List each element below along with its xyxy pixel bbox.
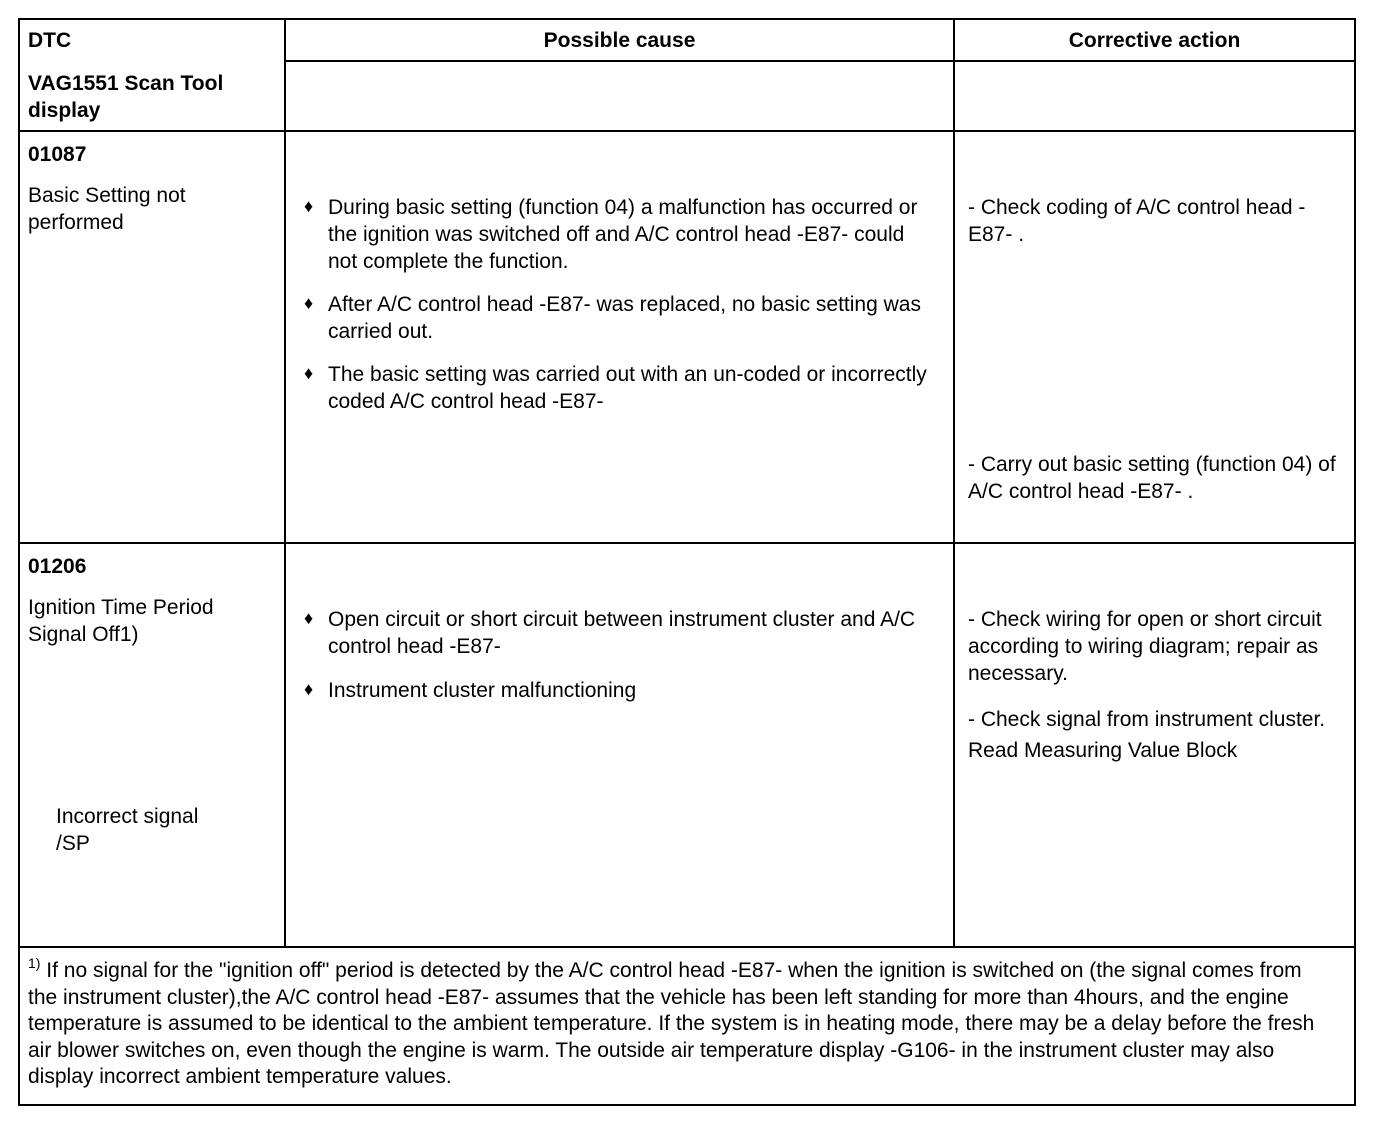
corrective-action: - Check signal from instrument cluster. Read Measuring Value Block [968, 708, 1326, 762]
dtc-description: Basic Setting not performed [28, 184, 186, 234]
footnote-marker: 1) [28, 955, 41, 971]
possible-cause-list [304, 194, 934, 431]
list-item [304, 361, 934, 415]
bullet-icon: ♦ [304, 293, 314, 313]
corrective-action: - Check coding of A/C control head -E87- . [968, 196, 1306, 246]
dtc-code: 01206 [28, 555, 87, 578]
footnote-divider [18, 946, 1356, 948]
cause-text: Instrument cluster malfunctioning [328, 679, 637, 702]
header-scan-tool: VAG1551 Scan Tool display [28, 72, 224, 122]
header-dtc: DTC [28, 29, 72, 52]
cause-text: During basic setting (function 04) a malfunction has occurred or the ignition was switched off and A/C control head -E87- could not complete the function. [328, 196, 918, 273]
row-divider [18, 542, 1356, 544]
possible-cause-list [304, 606, 934, 720]
bullet-icon: ♦ [304, 363, 314, 383]
header-divider [284, 60, 1356, 62]
dtc-code: 01087 [28, 143, 87, 166]
bullet-icon: ♦ [304, 679, 314, 699]
row-divider [18, 130, 1356, 132]
header-corrective-action: Corrective action [1068, 29, 1241, 52]
bullet-icon: ♦ [304, 196, 314, 216]
dtc-sub-description: Incorrect signal /SP [56, 805, 199, 855]
dtc-description: Ignition Time Period Signal Off1) [28, 596, 214, 646]
footnote-text: If no signal for the "ignition off" period is detected by the A/C control head -E87- when the ignition is switched on (the signal comes from the instrument cluster),the A/C control head -E87- assumes that the vehicle has been left standing for more than 4hours, and the engine temperature is assumed to be identical to the ambient temperature. If the system is in heating mode, there may be a delay before the fresh air blower switches on, even though the engine is warm. The outside air temperature display -G106- in the instrument cluster may also display incorrect ambient temperature values. [28, 959, 1315, 1088]
corrective-action: - Carry out basic setting (function 04) of A/C control head -E87- . [968, 453, 1336, 503]
header-possible-cause: Possible cause [543, 29, 696, 52]
bullet-icon: ♦ [304, 608, 314, 628]
list-item [304, 291, 934, 345]
corrective-action: - Check wiring for open or short circuit according to wiring diagram; repair as necessary. [968, 608, 1322, 685]
cause-text: Open circuit or short circuit between instrument cluster and A/C control head -E87- [328, 608, 916, 658]
list-item [304, 606, 934, 660]
cause-text: The basic setting was carried out with an un-coded or incorrectly coded A/C control head -E87- [328, 363, 927, 413]
cause-text: After A/C control head -E87- was replaced, no basic setting was carried out. [328, 293, 921, 343]
footnote [28, 955, 1328, 1091]
list-item [304, 677, 934, 704]
list-item [304, 194, 934, 275]
column-divider [953, 18, 955, 948]
column-divider [284, 18, 286, 948]
